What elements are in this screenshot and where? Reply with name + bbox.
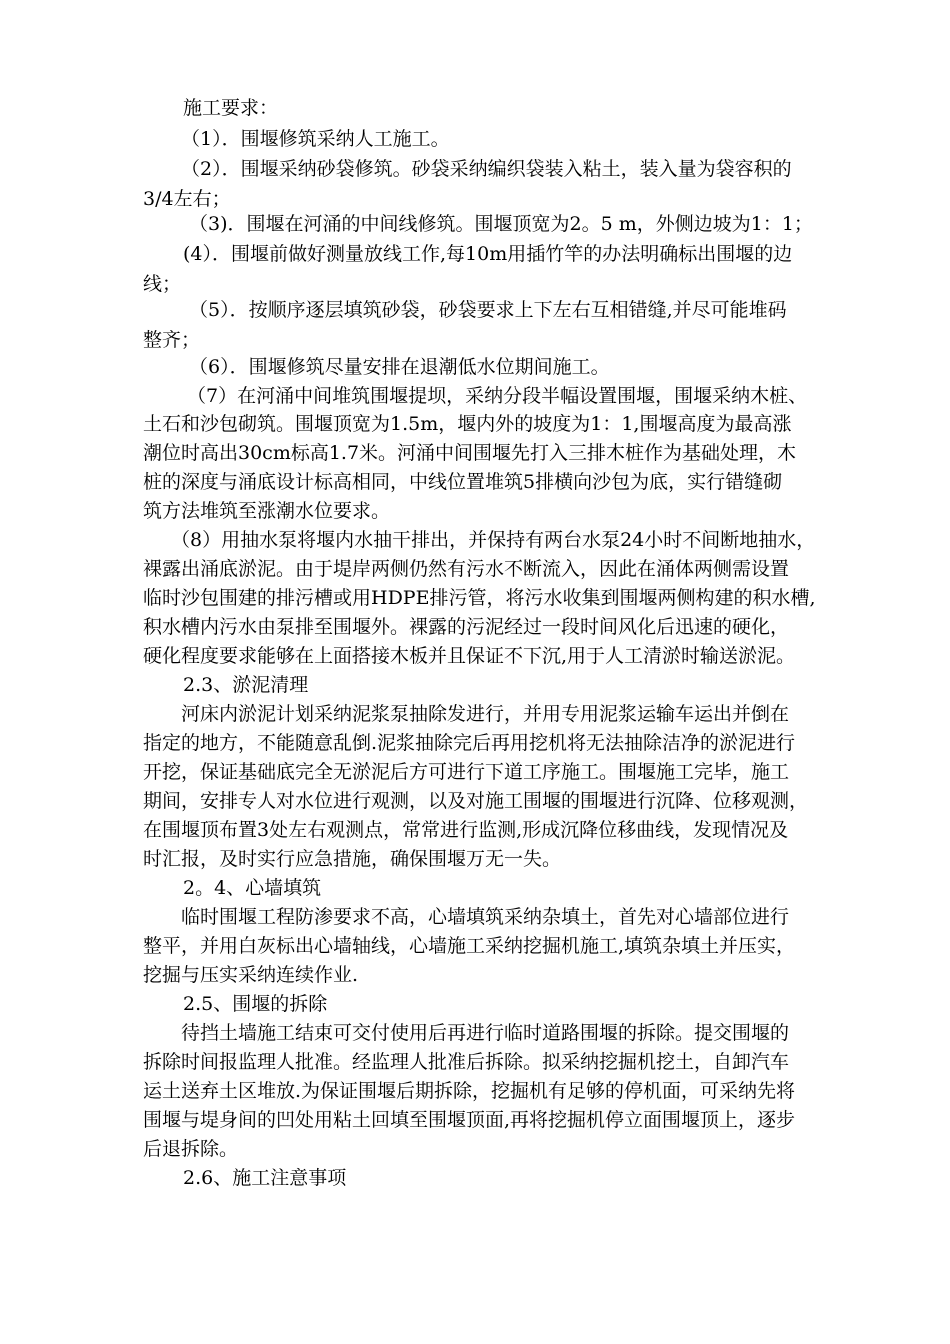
text-line: 线； bbox=[143, 273, 182, 295]
text-line: 待挡土墙施工结束可交付使用后再进行临时道路围堰的拆除。提交围堰的 bbox=[181, 1022, 790, 1044]
text-line: 裸露出涌底淤泥。由于堤岸两侧仍然有污水不断流入，因此在涌体两侧需设置 bbox=[143, 558, 790, 580]
text-line: （1）．围堰修筑采纳人工施工。 bbox=[181, 128, 450, 150]
text-line: 整平，并用白灰标出心墙轴线，心墙施工采纳挖掘机施工,填筑杂填土并压实， bbox=[143, 935, 796, 957]
text-line: 整齐； bbox=[143, 329, 201, 351]
text-line: 潮位时高出30cm标高1.7米。河涌中间围堰先打入三排木桩作为基础处理，木 bbox=[143, 442, 797, 464]
text-line: 挖掘与压实采纳连续作业. bbox=[143, 964, 359, 986]
text-line: 桩的深度与涌底设计标高相同，中线位置堆筑5排横向沙包为底，实行错缝砌 bbox=[143, 471, 783, 493]
text-line: （5）．按顺序逐层填筑砂袋，砂袋要求上下左右互相错缝,并尽可能堆码 bbox=[189, 299, 787, 321]
text-line: 河床内淤泥计划采纳泥浆泵抽除发进行，并用专用泥浆运输车运出并倒在 bbox=[181, 703, 790, 725]
text-line: 指定的地方，不能随意乱倒.泥浆抽除完后再用挖机将无法抽除洁净的淤泥进行 bbox=[143, 732, 796, 754]
text-line: 拆除时间报监理人批准。经监理人批准后拆除。拟采纳挖掘机挖土，自卸汽车 bbox=[143, 1051, 790, 1073]
text-line: (4）．围堰前做好测量放线工作,每10m用插竹竿的办法明确标出围堰的边 bbox=[183, 243, 793, 265]
text-line: 筑方法堆筑至涨潮水位要求。 bbox=[143, 500, 391, 522]
text-line: 硬化程度要求能够在上面搭接木板并且保证不下沉,用于人工清淤时输送淤泥。 bbox=[143, 645, 796, 667]
text-line: （7）在河涌中间堆筑围堰提坝，采纳分段半幅设置围堰，围堰采纳木桩、 bbox=[187, 385, 808, 407]
text-line: 时汇报，及时实行应急措施，确保围堰万无一失。 bbox=[143, 848, 562, 870]
section-heading: 2.3、淤泥清理 bbox=[183, 674, 309, 696]
text-line: 期间，安排专人对水位进行观测，以及对施工围堰的围堰进行沉降、位移观测， bbox=[143, 790, 809, 812]
text-line: 临时沙包围建的排污槽或用HDPE排污管，将污水收集到围堰两侧构建的积水槽, bbox=[143, 587, 816, 609]
text-line: 运土送弃土区堆放.为保证围堰后期拆除，挖掘机有足够的停机面，可采纳先将 bbox=[143, 1080, 796, 1102]
text-line: 临时围堰工程防渗要求不高，心墙填筑采纳杂填土，首先对心墙部位进行 bbox=[181, 906, 790, 928]
section-heading: 2.5、围堰的拆除 bbox=[183, 993, 328, 1015]
text-line: （3)．围堰在河涌的中间线修筑。围堰顶宽为2。5 m，外侧边坡为1：1； bbox=[189, 213, 813, 235]
section-heading: 2.6、施工注意事项 bbox=[183, 1167, 347, 1189]
text-line: 施工要求： bbox=[183, 97, 279, 119]
text-line: （8）用抽水泵将堰内水抽干排出，并保持有两台水泵24小时不间断地抽水， bbox=[171, 529, 816, 551]
text-line: （2）．围堰采纳砂袋修筑。砂袋采纳编织袋装入粘土，装入量为袋容积的 bbox=[181, 158, 792, 180]
text-line: 后退拆除。 bbox=[143, 1138, 239, 1160]
text-line: 开挖，保证基础底完全无淤泥后方可进行下道工序施工。围堰施工完毕，施工 bbox=[143, 761, 790, 783]
text-line: 土石和沙包砌筑。围堰顶宽为1.5m，堰内外的坡度为1：1,围堰高度为最高涨 bbox=[143, 413, 792, 435]
text-line: 在围堰顶布置3处左右观测点，常常进行监测,形成沉降位移曲线，发现情况及 bbox=[143, 819, 789, 841]
section-heading: 2。4、心墙填筑 bbox=[183, 877, 322, 899]
text-line: （6）．围堰修筑尽量安排在退潮低水位期间施工。 bbox=[189, 356, 610, 378]
text-line: 3/4左右； bbox=[143, 188, 231, 210]
text-line: 围堰与堤身间的凹处用粘土回填至围堰顶面,再将挖掘机停立面围堰顶上，逐步 bbox=[143, 1109, 796, 1131]
text-line: 积水槽内污水由泵排至围堰外。裸露的污泥经过一段时间风化后迅速的硬化， bbox=[143, 616, 790, 638]
